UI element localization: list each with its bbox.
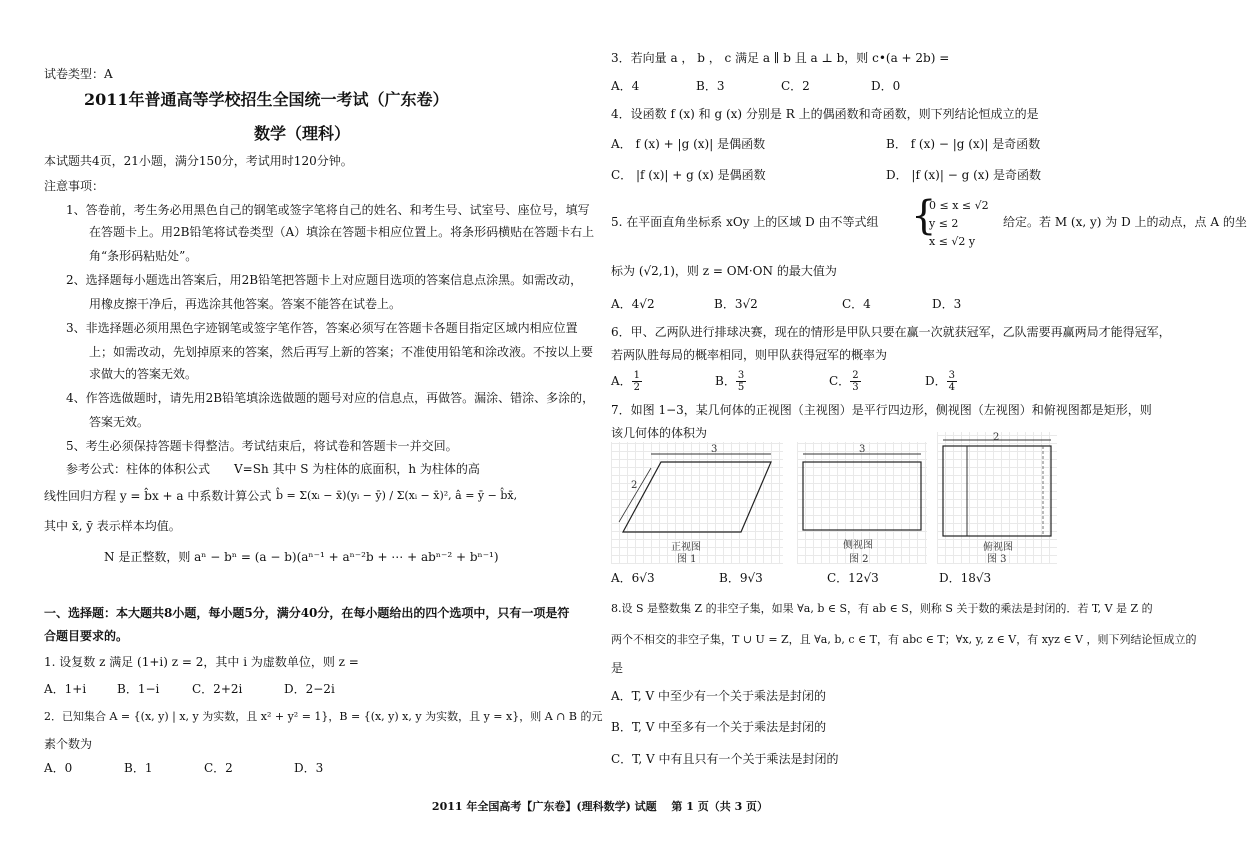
figure-caption: 俯视图 (983, 542, 1013, 553)
note-line: 2、选择题每小题选出答案后，用2B铅笔把答题卡上对应题目选项的答案信息点涂黑。如需改动， (66, 273, 583, 287)
option-a[interactable]: A．6√3 (611, 571, 655, 585)
question-6-cont: 若两队胜每局的概率相同，则甲队获得冠军的概率为 (611, 348, 888, 362)
figure-number: 图 1 (677, 554, 697, 565)
option-c[interactable]: C． $\frac{2}{3}$ (829, 370, 859, 393)
reference-formula-volume: 参考公式：柱体的体积公式 V=Sh 其中 S 为柱体的底面积，h 为柱体的高 (66, 462, 480, 476)
question-8: 8.设 S 是整数集 Z 的非空子集，如果 ∀a, b ∈ S，有 ab ∈ S，则称 S 关于数的乘法是封闭的．若 T, V 是 Z 的 (611, 602, 1153, 615)
question-2-options (44, 760, 323, 776)
question-2: 2．已知集合 A = {(x, y) | x, y 为实数，且 x² + y² = 1}，B = {(x, y) x, y 为实数，且 y = x}，则 A ∩ B 的元 (44, 710, 603, 723)
option-a[interactable]: A．0 (44, 761, 73, 775)
question-4-options-row2 (611, 167, 1041, 183)
question-2-cont: 素个数为 (44, 737, 93, 751)
option-b[interactable]: B．9√3 (719, 571, 763, 585)
option-c[interactable]: C． |f (x)| + g (x) 是偶函数 (611, 168, 766, 182)
question-5: 5. 在平面直角坐标系 xOy 上的区域 D 由不等式组 (611, 215, 879, 229)
figure-number: 图 2 (849, 554, 869, 565)
paper-type: 试卷类型：A (44, 67, 113, 81)
question-8-cont2: 是 (611, 661, 624, 675)
figure-number: 图 3 (987, 554, 1007, 565)
note-line: 5、考生必须保持答题卡得整洁。考试结束后，将试卷和答题卡一并交回。 (66, 439, 458, 453)
option-b[interactable]: B．3√2 (714, 297, 758, 311)
figure-2-side-view (797, 442, 927, 564)
note-line: 求做大的答案无效。 (89, 367, 198, 381)
option-a[interactable]: A．4 (611, 79, 640, 93)
exam-subtitle: 数学（理科） (254, 124, 351, 143)
option-d[interactable]: D．3 (294, 761, 324, 775)
dimension-label: 3 (859, 444, 866, 455)
question-7-cont: 该几何体的体积为 (611, 426, 708, 440)
inequality-2: y ≤ 2 (929, 217, 959, 230)
note-line: 在答题卡上。用2B铅笔将试卷类型（A）填涂在答题卡相应位置上。将条形码横贴在答题卡右上 (89, 225, 595, 239)
note-line: 角“条形码粘贴处”。 (89, 249, 198, 263)
question-5-cont: 给定。若 M (x, y) 为 D 上的动点，点 A 的坐 (1003, 215, 1247, 229)
question-3-options (611, 78, 900, 94)
inequality-3: x ≤ √2 y (929, 235, 976, 248)
option-b[interactable]: B． $\frac{3}{5}$ (715, 370, 745, 393)
option-d[interactable]: D． |f (x)| − g (x) 是奇函数 (886, 168, 1042, 182)
note-line: 上；如需改动，先划掉原来的答案，然后再写上新的答案；不准使用铅笔和涂改液。不按以上要 (89, 345, 594, 359)
option-c[interactable]: C．2 (781, 79, 810, 93)
question-8-cont: 两个不相交的非空子集，T ∪ U = Z，且 ∀a, b, c ∈ T，有 abc ∈ T；∀x, y, z ∈ V，有 xyz ∈ V ，则下列结论恒成立的 (611, 633, 1197, 646)
figure-caption: 侧视图 (843, 540, 873, 551)
question-3: 3．若向量 a ， b ， c 满足 a ∥ b 且 a ⊥ b，则 c•(a + 2b) = (611, 51, 950, 65)
figure-3-top-view (937, 432, 1057, 564)
question-6-options (611, 370, 957, 400)
question-7: 7．如图 1−3，某几何体的正视图（主视图）是平行四边形，侧视图（左视图）和俯视图都是矩形，则 (611, 403, 1152, 417)
option-b[interactable]: B． f (x) − |g (x)| 是奇函数 (886, 137, 1041, 151)
option-a[interactable]: A．1+i (44, 682, 87, 696)
reference-sample-mean: 其中 x̄, ȳ 表示样本均值。 (44, 519, 181, 533)
option-b[interactable]: B．1 (124, 761, 153, 775)
reference-formula-power: N 是正整数，则 aⁿ − bⁿ = (a − b)(aⁿ⁻¹ + aⁿ⁻²b + ⋯ + abⁿ⁻² + bⁿ⁻¹) (104, 550, 499, 564)
question-1: 1. 设复数 z 满足 (1+i) z = 2，其中 i 为虚数单位，则 z = (44, 655, 359, 669)
left-brace: { (911, 193, 937, 239)
option-a[interactable]: A． $\frac{1}{2}$ (611, 370, 641, 393)
figure-caption: 正视图 (671, 542, 701, 553)
option-d[interactable]: D．3 (932, 297, 962, 311)
regression-formula: b̂ = Σ(xᵢ − x̄)(yᵢ − ȳ) / Σ(xᵢ − x̄)², â = ȳ − b̂x̄, (276, 489, 518, 502)
exam-title: 2011年普通高等学校招生全国统一考试（广东卷） (84, 90, 449, 109)
option-a[interactable]: A．4√2 (611, 297, 655, 311)
question-4-options-row1 (611, 136, 1040, 152)
option-b[interactable]: B．1−i (117, 682, 160, 696)
question-5-options (611, 296, 961, 312)
option-c[interactable]: C．T, V 中有且只有一个关于乘法是封闭的 (611, 752, 839, 766)
inequality-1: 0 ≤ x ≤ √2 (929, 199, 989, 212)
option-c[interactable]: C．2+2i (192, 682, 243, 696)
note-line: 1、答卷前，考生务必用黑色自己的钢笔或签字笔将自己的姓名、和考生号、试室号、座位号，填写 (66, 203, 590, 217)
question-4: 4．设函数 f (x) 和 g (x) 分别是 R 上的偶函数和奇函数，则下列结论恒成立的是 (611, 107, 1039, 121)
note-line: 用橡皮擦干净后，再选涂其他答案。答案不能答在试卷上。 (89, 297, 402, 311)
option-a[interactable]: A． f (x) + |g (x)| 是偶函数 (611, 137, 766, 151)
option-d[interactable]: D．0 (871, 79, 901, 93)
question-6: 6．甲、乙两队进行排球决赛，现在的情形是甲队只要在赢一次就获冠军，乙队需要再赢两局才能得冠军， (611, 325, 1171, 339)
note-line: 答案无效。 (89, 415, 150, 429)
option-c[interactable]: C．4 (842, 297, 871, 311)
section-header: 一、选择题：本大题共8小题，每小题5分，满分40分，在每小题给出的四个选项中，只有一项是符 (44, 606, 570, 620)
figure-1-front-view (611, 442, 783, 564)
dimension-label: 2 (631, 480, 638, 491)
exam-intro: 本试题共4页，21小题，满分150分，考试用时120分钟。 (44, 154, 353, 168)
dimension-label: 2 (993, 432, 1000, 443)
section-header-cont: 合题目要求的。 (44, 629, 129, 643)
option-d[interactable]: D．2−2i (284, 682, 335, 696)
note-line: 4、作答选做题时，请先用2B铅笔填涂选做题的题号对应的信息点，再做答。漏涂、错涂、多涂的， (66, 391, 595, 405)
dimension-label: 3 (711, 444, 718, 455)
option-c[interactable]: C．12√3 (827, 571, 879, 585)
question-7-options (611, 570, 991, 586)
page-footer: 2011 年全国高考【广东卷】(理科数学) 试题 第 1 页（共 3 页） (431, 800, 769, 813)
option-b[interactable]: B．T, V 中至多有一个关于乘法是封闭的 (611, 720, 827, 734)
option-d[interactable]: D．18√3 (939, 571, 992, 585)
option-b[interactable]: B．3 (696, 79, 725, 93)
option-a[interactable]: A．T, V 中至少有一个关于乘法是封闭的 (611, 689, 827, 703)
question-5-cont2: 标为 (√2,1)，则 z = OM·ON 的最大值为 (611, 264, 837, 278)
note-line: 3、非选择题必须用黑色字迹钢笔或签字笔作答，答案必须写在答题卡各题目指定区域内相应位置 (66, 321, 578, 335)
question-1-options (44, 681, 335, 697)
option-c[interactable]: C．2 (204, 761, 233, 775)
notes-header: 注意事项： (44, 179, 105, 193)
option-d[interactable]: D． $\frac{3}{4}$ (925, 370, 955, 393)
reference-formula-regression: 线性回归方程 y = b̂x + a 中系数计算公式 (44, 489, 272, 503)
